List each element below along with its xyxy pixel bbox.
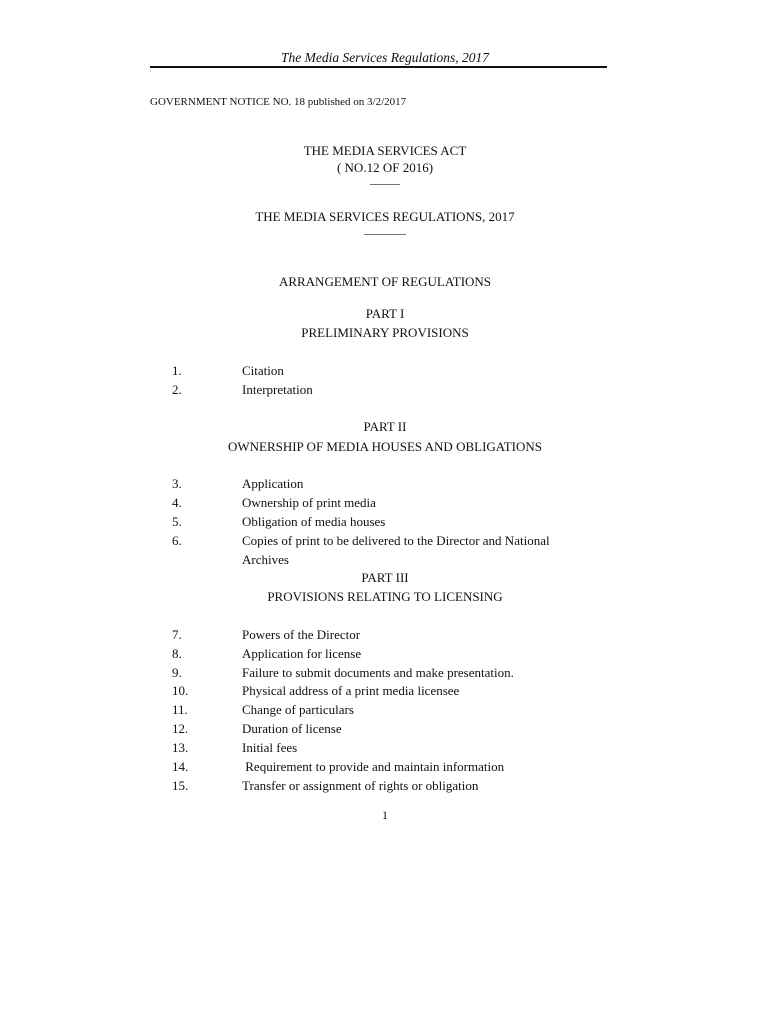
- item-text: Failure to submit documents and make presentation.: [242, 665, 514, 680]
- item-number: 14.: [172, 759, 189, 774]
- item-text: Change of particulars: [242, 702, 354, 717]
- item-text: Citation: [242, 363, 284, 378]
- item-text: Initial fees: [242, 740, 298, 755]
- separator-rule-1: _____: [370, 172, 400, 186]
- item-text: Powers of the Director: [242, 627, 361, 642]
- item-number: 4.: [172, 495, 182, 510]
- item-text: Ownership of print media: [242, 495, 376, 510]
- item-number: 5.: [172, 514, 182, 529]
- act-title: THE MEDIA SERVICES ACT: [303, 143, 467, 158]
- item-number: 8.: [172, 646, 182, 661]
- running-title: The Media Services Regulations, 2017: [280, 50, 490, 65]
- item-text: Application: [242, 476, 304, 491]
- margin-mark: ': [150, 70, 152, 76]
- part-3-label: PART III: [361, 570, 409, 585]
- item-number: 1.: [172, 363, 182, 378]
- item-number: 10.: [172, 683, 189, 698]
- item-number: 2.: [172, 382, 182, 397]
- item-number: 3.: [172, 476, 182, 491]
- item-text: Transfer or assignment of rights or obligation: [242, 778, 479, 793]
- item-number: 9.: [172, 665, 182, 680]
- item-text: Requirement to provide and maintain information: [242, 759, 505, 774]
- item-text: Application for license: [242, 646, 362, 661]
- item-text-continuation: Archives: [242, 552, 289, 567]
- item-text: Copies of print to be delivered to the Director and National: [242, 533, 550, 548]
- part-2-title: OWNERSHIP OF MEDIA HOUSES AND OBLIGATIONS: [227, 439, 543, 454]
- item-number: 12.: [172, 721, 189, 736]
- item-number: 13.: [172, 740, 189, 755]
- item-number: 6.: [172, 533, 182, 548]
- part-2-label: PART II: [363, 419, 407, 434]
- government-notice: GOVERNMENT NOTICE NO. 18 published on 3/2/2017: [150, 96, 407, 108]
- item-text: Duration of license: [242, 721, 342, 736]
- part-1-title: PRELIMINARY PROVISIONS: [301, 325, 469, 340]
- regulations-title: THE MEDIA SERVICES REGULATIONS, 2017: [255, 209, 515, 224]
- part-1-label: PART I: [365, 306, 405, 321]
- item-text: Obligation of media houses: [242, 514, 386, 529]
- item-number: 15.: [172, 778, 189, 793]
- item-number: 7.: [172, 627, 182, 642]
- page-number: 1: [382, 808, 388, 822]
- item-text: Interpretation: [242, 382, 313, 397]
- header-rule: [150, 66, 607, 68]
- part-3-title: PROVISIONS RELATING TO LICENSING: [267, 589, 503, 604]
- arrangement-heading: ARRANGEMENT OF REGULATIONS: [278, 274, 492, 289]
- item-number: 11.: [172, 702, 188, 717]
- act-number: ( NO.12 OF 2016): [336, 160, 434, 175]
- item-text: Physical address of a print media licensee: [242, 683, 460, 698]
- separator-rule-2: _______: [364, 222, 406, 236]
